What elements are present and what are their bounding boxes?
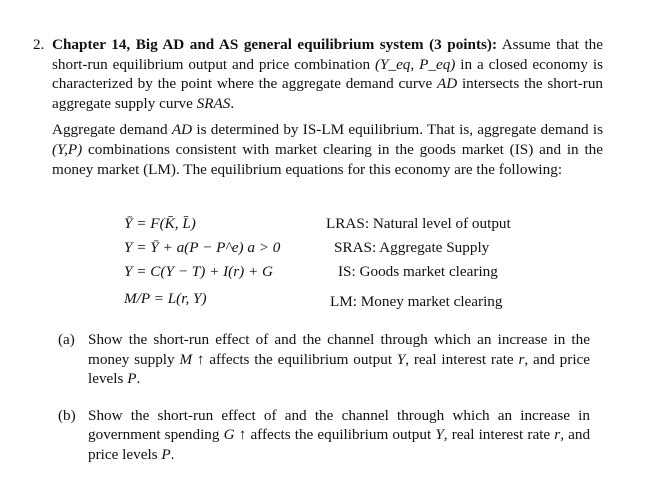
para2-ad-symbol: AD [171,121,193,139]
intro-text-3: intersects the short-run aggregate supply curve [52,75,604,112]
intro-text-1: Assume that the short-run equilibrium output and price combination [52,36,603,73]
sub-question-label: (a) [58,331,75,348]
question-text: . [136,370,141,388]
price-level-symbol: P [127,370,137,388]
para2-text-2: is determined by IS-LM equilibrium. That is, aggregate demand is [196,121,604,139]
equation-system [124,212,544,318]
equation-math: Y = C(Y − T) + I(r) + G [124,263,274,280]
question-text: , real interest rate [443,426,551,444]
question-text: . [170,445,175,463]
output-symbol: Y [435,426,444,444]
sub-questions [58,330,590,465]
ad-symbol: AD [436,75,458,93]
equilibrium-combination: (Y_eq, P_eq) [374,55,456,73]
problem-2 [33,35,603,179]
interest-rate-symbol: r [518,350,525,368]
equation-description: LM: Money market clearing [330,293,503,310]
intro-text-2: in a closed economy is characterized by the point where the aggregate demand curve [52,55,604,93]
equation-description: LRAS: Natural level of output [326,215,511,232]
government-spending-symbol: G ↑ [223,426,247,444]
equation-row [124,212,544,236]
question-text: Show the short-run effect of and the channel through which an increase in government spending [88,406,590,444]
question-text: , real interest rate [405,350,514,368]
equation-math: M/P = L(r, Y) [124,290,207,307]
question-text: affects the equilibrium output [209,350,393,368]
equation-math: Ȳ = F(K̄, L̄) [124,215,196,232]
sub-question-a [58,330,590,389]
intro-text-4: . [230,94,235,112]
question-text: affects the equilibrium output [250,426,432,444]
equation-row [124,284,544,318]
equation-row [124,260,544,284]
question-text: Show the short-run effect of and the channel through which an increase in the money supply [88,331,590,368]
para2-text-3: combinations consistent with market clearing in the goods market (IS) and in the money market (LM). The equilibrium equations for this economy are the following: [52,140,603,178]
interest-rate-symbol: r [554,426,561,444]
equation-row [124,236,544,260]
sub-question-b [58,406,590,465]
equation-math: Y = Ȳ + a(P − P^e) a > 0 [124,239,281,256]
problem-intro [52,35,603,113]
yp-combination: (Y,P) [52,140,83,158]
money-supply-symbol: M ↑ [179,350,205,368]
sub-question-label: (b) [58,406,76,424]
problem-number: 2. [33,36,45,53]
question-text: , and price levels [88,426,591,463]
question-text: , and price levels [88,350,591,388]
price-level-symbol: P [161,445,171,463]
equation-description: IS: Goods market clearing [338,263,498,280]
output-symbol: Y [396,350,406,368]
sras-symbol: SRAS [196,94,231,112]
problem-paragraph-2 [52,120,603,179]
para2-text-1: Aggregate demand [52,121,168,139]
problem-title: Chapter 14, Big AD and AS general equilibrium system (3 points): [52,36,498,53]
equation-description: SRAS: Aggregate Supply [334,239,490,256]
